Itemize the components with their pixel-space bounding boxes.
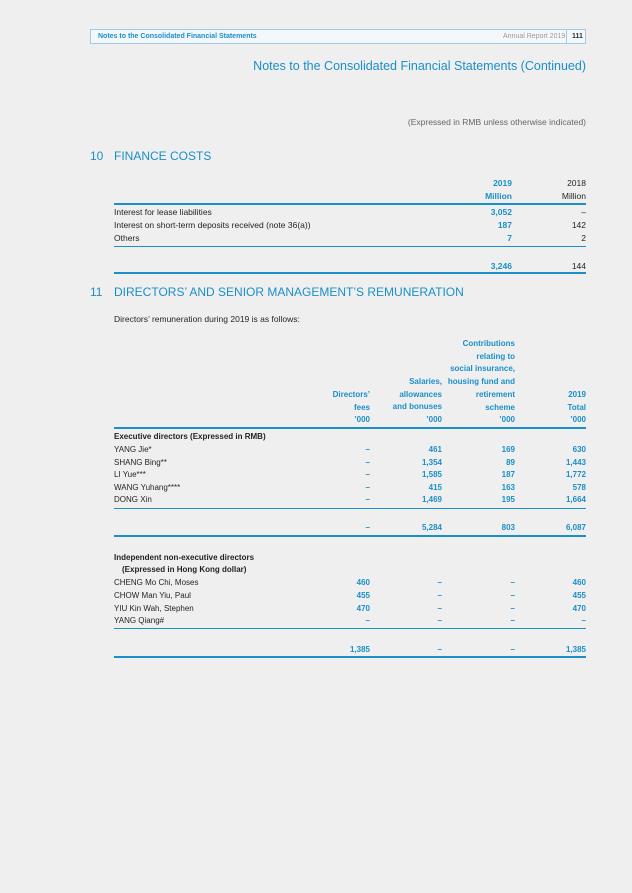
- table-row-label: CHOW Man Yiu, Paul: [114, 591, 191, 600]
- ind-total-cell: –: [510, 645, 515, 654]
- table-cell: –: [581, 616, 586, 625]
- exec-total-cell: 5,284: [421, 523, 442, 532]
- section-11-heading: [90, 285, 464, 299]
- ind-directors-heading: Independent non-executive directors: [114, 553, 255, 562]
- table-cell: 460: [356, 578, 370, 587]
- exec-total-cell: –: [365, 523, 370, 532]
- table-row-label: YANG Jie*: [114, 445, 152, 454]
- rule: [114, 535, 586, 537]
- header-divider: [566, 29, 567, 44]
- table-cell: 461: [428, 445, 442, 454]
- table-cell: –: [510, 591, 515, 600]
- header-line: retirement: [475, 389, 515, 399]
- header-line: scheme: [485, 402, 515, 412]
- table-cell: 163: [501, 483, 515, 492]
- header-line: housing fund and: [447, 377, 515, 387]
- table-cell: –: [510, 616, 515, 625]
- table-cell: 470: [356, 604, 370, 613]
- table-cell: –: [510, 604, 515, 613]
- table-cell: 630: [572, 445, 586, 454]
- section-title: DIRECTORS’ AND SENIOR MANAGEMENT’S REMUNERATION: [114, 285, 464, 299]
- table-row-label: SHANG Bing**: [114, 458, 167, 467]
- table-cell: 578: [572, 483, 586, 492]
- rule: [114, 427, 586, 429]
- rule: [114, 628, 586, 629]
- table-cell: 470: [572, 604, 586, 613]
- col-unit-2019: Million: [485, 191, 512, 201]
- table-cell: 187: [501, 470, 515, 479]
- rule: [114, 272, 586, 274]
- table-cell: –: [365, 458, 370, 467]
- table-cell: –: [510, 578, 515, 587]
- rule: [114, 203, 586, 205]
- ind-total-cell: 1,385: [349, 645, 370, 654]
- table-cell: 7: [507, 233, 512, 243]
- table-cell: 89: [506, 458, 515, 467]
- table-cell: 1,772: [565, 470, 586, 479]
- header-line: social insurance,: [450, 364, 515, 374]
- section-number: 11: [90, 285, 103, 299]
- table-cell: 1,664: [565, 495, 586, 504]
- header-line: Directors’: [332, 390, 370, 399]
- header-line: and bonuses: [392, 402, 442, 412]
- rule: [114, 246, 586, 247]
- table-row-label: LI Yue***: [114, 470, 146, 479]
- rule: [114, 656, 586, 658]
- header-line: Salaries,: [409, 377, 442, 386]
- col-header-2019: 2019: [493, 178, 512, 188]
- header-line: ’000: [570, 415, 586, 425]
- expressed-note: (Expressed in RMB unless otherwise indicated): [407, 117, 586, 127]
- table-cell: 1,443: [565, 458, 586, 467]
- table-cell: 415: [428, 483, 442, 492]
- table-row-label: Interest for lease liabilities: [114, 207, 212, 217]
- col-header-total: [567, 389, 586, 427]
- table-cell: –: [437, 591, 442, 600]
- table-row-label: Interest on short-term deposits received (note 36(a)): [114, 220, 311, 230]
- header-line: allowances: [399, 389, 442, 399]
- table-cell: –: [437, 616, 442, 625]
- table-cell: 1,469: [421, 495, 442, 504]
- header-line: relating to: [476, 351, 515, 361]
- ind-total-cell: 1,385: [565, 645, 586, 654]
- table-cell: 195: [501, 495, 515, 504]
- table-cell: –: [365, 616, 370, 625]
- table-cell: –: [437, 604, 442, 613]
- header-line: ’000: [354, 415, 370, 425]
- intro-text: Directors’ remuneration during 2019 is as follows:: [114, 314, 300, 324]
- table-cell: 2: [581, 233, 586, 243]
- table-cell: –: [365, 470, 370, 479]
- col-header-fees: [333, 389, 370, 427]
- page-title: Notes to the Consolidated Financial Statements (Continued): [253, 59, 586, 73]
- table-cell: –: [437, 578, 442, 587]
- table-row-label: YIU Kin Wah, Stephen: [114, 604, 194, 613]
- exec-directors-heading: Executive directors (Expressed in RMB): [114, 432, 266, 441]
- exec-total-cell: 803: [501, 523, 515, 532]
- rule: [114, 508, 586, 509]
- table-cell: 142: [571, 220, 586, 230]
- table-cell: 1,585: [421, 470, 442, 479]
- header-line: fees: [353, 402, 370, 412]
- table-cell: 455: [572, 591, 586, 600]
- table-cell: 460: [572, 578, 586, 587]
- header-line: 2019: [568, 390, 586, 399]
- table-cell: 187: [497, 220, 512, 230]
- table-cell: –: [581, 207, 586, 217]
- table-row-label: DONG Xin: [114, 495, 152, 504]
- ind-total-cell: –: [437, 645, 442, 654]
- header-section-title: Notes to the Consolidated Financial Statements: [98, 33, 257, 40]
- total-2018: 144: [571, 261, 586, 271]
- section-title: FINANCE COSTS: [114, 149, 212, 163]
- col-header-contributions: [448, 338, 515, 427]
- header-line: ’000: [426, 415, 442, 425]
- col-unit-2018: Million: [561, 191, 586, 201]
- table-row-label: CHENG Mo Chi, Moses: [114, 578, 199, 587]
- table-row-label: YANG Qiang#: [114, 616, 165, 625]
- col-header-salaries: [393, 376, 442, 427]
- col-header-2018: 2018: [567, 178, 586, 188]
- table-cell: 1,354: [421, 458, 442, 467]
- section-10-heading: [90, 149, 211, 163]
- table-cell: 169: [501, 445, 515, 454]
- header-line: Contributions: [462, 339, 515, 348]
- page-number: 111: [572, 33, 583, 40]
- table-row-label: Others: [114, 233, 140, 243]
- ind-directors-subheading: (Expressed in Hong Kong dollar): [122, 565, 247, 574]
- table-cell: 3,052: [490, 207, 512, 217]
- header-line: ’000: [499, 415, 515, 425]
- exec-total-cell: 6,087: [565, 523, 586, 532]
- header-report-name: Annual Report 2019: [503, 33, 566, 40]
- table-cell: 455: [356, 591, 370, 600]
- header-line: Total: [567, 402, 586, 412]
- total-2019: 3,246: [490, 261, 512, 271]
- table-cell: –: [365, 483, 370, 492]
- table-cell: –: [365, 495, 370, 504]
- section-number: 10: [90, 149, 104, 163]
- table-cell: –: [365, 445, 370, 454]
- table-row-label: WANG Yuhang****: [114, 483, 181, 492]
